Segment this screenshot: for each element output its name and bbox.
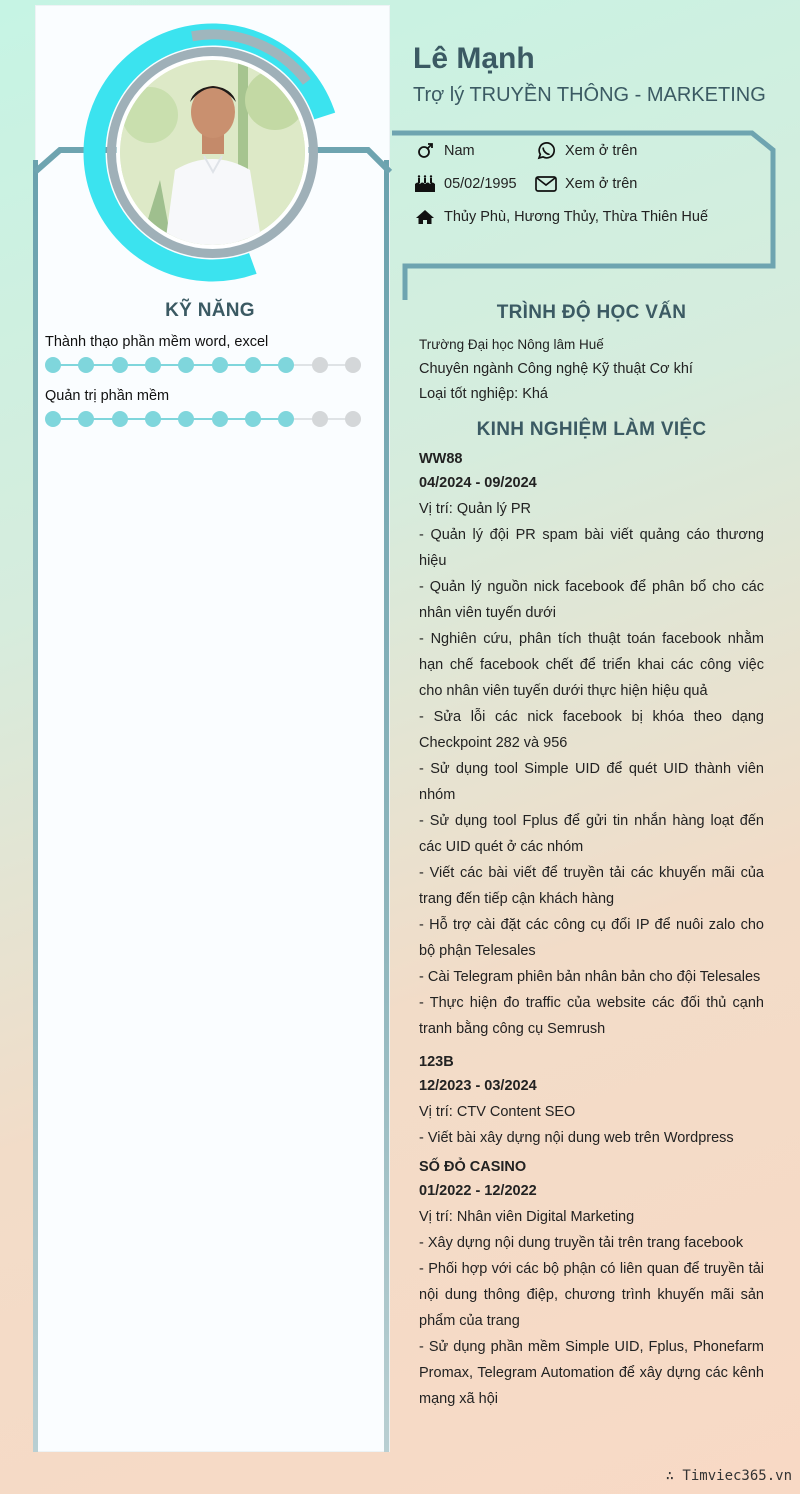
contact-phone	[535, 141, 637, 161]
job-duty: - Sử dụng phần mềm Simple UID, Fplus, Phonefarm Promax, Telegram Automation để xây dựng các kênh mạng xã hội	[419, 1339, 764, 1407]
skill-rating	[45, 356, 361, 374]
contact-address	[414, 207, 708, 227]
skill-dot	[178, 357, 194, 373]
skills-section	[45, 300, 365, 442]
job-description	[419, 496, 764, 1042]
gender-value: Nam	[444, 143, 475, 159]
skill-dot	[212, 411, 228, 427]
skill-dot	[112, 357, 128, 373]
skills-title: KỸ NĂNG	[165, 300, 255, 321]
birthday-value: 05/02/1995	[444, 176, 517, 192]
skill-dot	[145, 357, 161, 373]
candidate-position: Trợ lý TRUYỀN THÔNG - MARKETING	[413, 84, 766, 106]
envelope-icon	[535, 174, 557, 194]
email-value: Xem ở trên	[565, 176, 638, 192]
skill-dot	[212, 357, 228, 373]
whatsapp-icon	[535, 141, 557, 161]
job-duty: - Quản lý nguồn nick facebook để phân bổ cho các nhân viên tuyến dưới	[419, 579, 764, 621]
skill-dot	[312, 357, 328, 373]
contact-email	[535, 174, 637, 194]
job-duty: - Phối hợp với các bộ phận có liên quan để truyền tải nội dung thông điệp, chương trình khuyến mãi sản phẩm của trang	[419, 1261, 764, 1329]
job-company: 123B	[419, 1054, 454, 1070]
left-column-border	[33, 160, 38, 1452]
skill-dot	[312, 411, 328, 427]
job-duty: - Sửa lỗi các nick facebook bị khóa theo dạng Checkpoint 282 và 956	[419, 709, 764, 751]
skill-dot	[278, 411, 294, 427]
education-school: Trường Đại học Nông lâm Huế	[419, 337, 604, 352]
experience-title: KINH NGHIỆM LÀM VIỆC	[476, 419, 707, 440]
skill-rating	[45, 410, 361, 428]
skill-dot	[145, 411, 161, 427]
skill-item	[45, 388, 365, 428]
footer-brand: ∴ Timviec365.vn	[665, 1468, 792, 1484]
job-duty: - Nghiên cứu, phân tích thuật toán facebook nhằm hạn chế facebook chết để triển khai các công việc cho nhân viên tuyến dưới thực hiện hiệu quả	[419, 631, 764, 699]
job-duty: - Viết bài xây dựng nội dung web trên Wordpress	[419, 1130, 734, 1146]
education-grade: Loại tốt nghiệp: Khá	[419, 386, 548, 402]
skill-dot	[345, 411, 361, 427]
job-company: WW88	[419, 451, 463, 467]
left-column-border	[384, 160, 389, 1452]
cake-icon	[414, 174, 436, 194]
education-major: Chuyên ngành Công nghệ Kỹ thuật Cơ khí	[419, 361, 693, 377]
home-icon	[414, 207, 436, 227]
job-date: 01/2022 - 12/2022	[419, 1183, 537, 1199]
gender-icon	[414, 141, 436, 161]
skill-name: Quản trị phần mềm	[45, 388, 170, 404]
job-date: 12/2023 - 03/2024	[419, 1078, 537, 1094]
skill-name: Thành thạo phần mềm word, excel	[45, 334, 269, 350]
job-role: Vị trí: CTV Content SEO	[419, 1104, 576, 1120]
skill-dot	[112, 411, 128, 427]
skill-dot	[45, 357, 61, 373]
job-duty: - Viết các bài viết để truyền tải các khuyến mãi của trang đến tiếp cận khách hàng	[419, 865, 764, 907]
job-company: SỐ ĐỎ CASINO	[419, 1159, 527, 1175]
skill-item	[45, 334, 365, 374]
job-item	[419, 1050, 764, 1151]
skill-dot	[345, 357, 361, 373]
job-item	[419, 447, 764, 1042]
job-duty: - Sử dụng tool Simple UID để quét UID thành viên nhóm	[419, 761, 764, 803]
job-role: Vị trí: Nhân viên Digital Marketing	[419, 1209, 635, 1225]
job-duty: - Cài Telegram phiên bản nhân bản cho đội Telesales	[419, 969, 761, 985]
job-duty: - Sử dụng tool Fplus để gửi tin nhắn hàng loạt đến các UID quét ở các nhóm	[419, 813, 764, 855]
skill-dot	[245, 411, 261, 427]
job-date: 04/2024 - 09/2024	[419, 475, 537, 491]
job-duty: - Quản lý đội PR spam bài viết quảng cáo thương hiệu	[419, 527, 764, 569]
job-role: Vị trí: Quản lý PR	[419, 501, 532, 517]
phone-value: Xem ở trên	[565, 143, 638, 159]
job-item	[419, 1155, 764, 1412]
main-content	[419, 300, 764, 1412]
job-description	[419, 1204, 764, 1412]
education-title: TRÌNH ĐỘ HỌC VẤN	[496, 302, 687, 323]
skill-dot	[78, 357, 94, 373]
skill-dot	[245, 357, 261, 373]
contact-gender	[414, 141, 475, 161]
address-value: Thủy Phù, Hương Thủy, Thừa Thiên Huế	[444, 209, 709, 225]
job-duty: - Hỗ trợ cài đặt các công cụ đổi IP để nuôi zalo cho bộ phận Telesales	[419, 917, 764, 959]
skill-dot	[45, 411, 61, 427]
skill-dot	[278, 357, 294, 373]
skill-dot	[178, 411, 194, 427]
job-duty: - Thực hiện đo traffic của website các đối thủ cạnh tranh bằng công cụ Semrush	[419, 995, 764, 1037]
job-description	[419, 1099, 764, 1151]
avatar	[80, 20, 345, 285]
contact-birthday	[414, 174, 517, 194]
candidate-name: Lê Mạnh	[413, 42, 535, 75]
job-duty: - Xây dựng nội dung truyền tải trên trang facebook	[419, 1235, 744, 1251]
profile-photo	[120, 60, 305, 245]
skill-dot	[78, 411, 94, 427]
